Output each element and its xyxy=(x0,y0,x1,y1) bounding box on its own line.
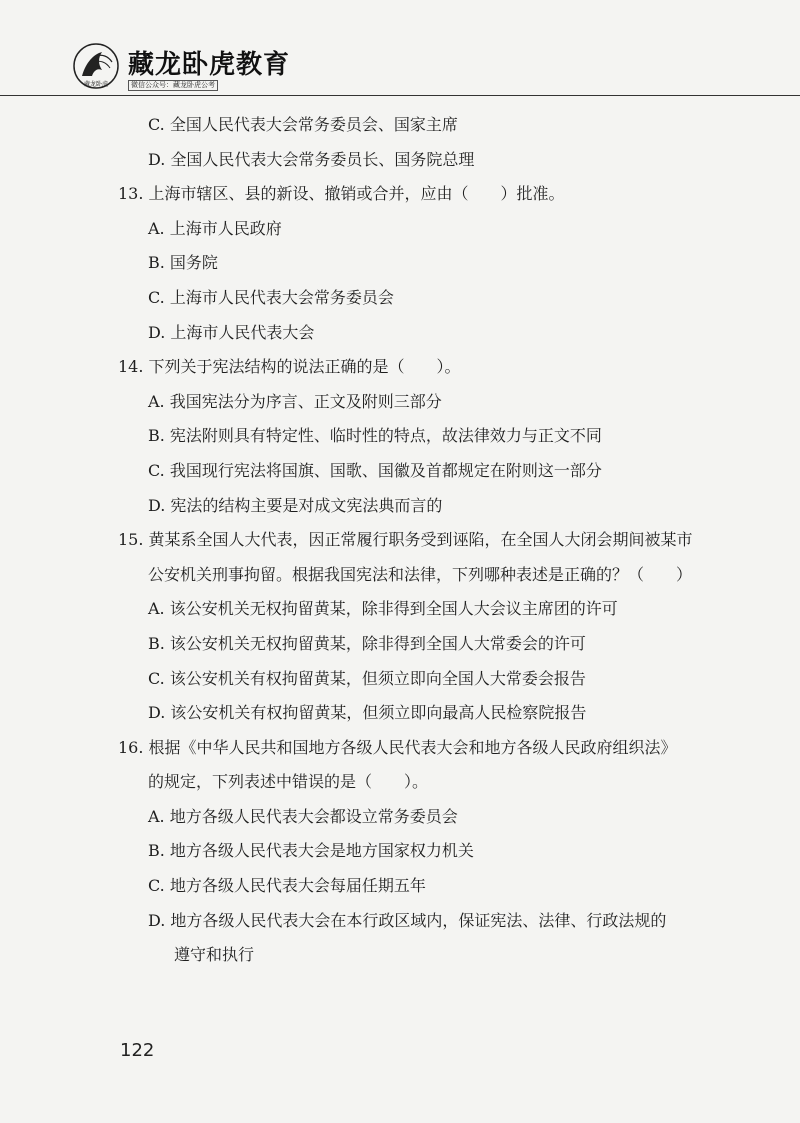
question-line: 公安机关刑事拘留。根据我国宪法和法律，下列哪种表述是正确的？（ ） xyxy=(148,564,693,584)
option-line: 遵守和执行 xyxy=(174,945,255,965)
option-line: C. 地方各级人民代表大会每届任期五年 xyxy=(148,876,426,896)
brand-title: 藏龙卧虎教育 xyxy=(128,50,291,80)
option-line: B. 该公安机关无权拘留黄某，除非得到全国人大常委会的许可 xyxy=(148,633,586,653)
option-line: A. 我国宪法分为序言、正文及附则三部分 xyxy=(148,391,442,411)
svg-text:藏龙卧虎: 藏龙卧虎 xyxy=(83,81,109,88)
page-header xyxy=(0,0,800,96)
question-content xyxy=(0,108,800,973)
question-line: 14. 下列关于宪法结构的说法正确的是（ ）。 xyxy=(118,357,461,377)
option-line: A. 该公安机关无权拘留黄某，除非得到全国人大会议主席团的许可 xyxy=(148,599,618,619)
option-line: B. 宪法附则具有特定性、临时性的特点，故法律效力与正文不同 xyxy=(148,426,602,446)
question-line: 的规定，下列表述中错误的是（ ）。 xyxy=(148,772,429,792)
option-line: A. 上海市人民政府 xyxy=(148,218,282,238)
header-divider xyxy=(0,95,800,96)
option-line: C. 该公安机关有权拘留黄某，但须立即向全国人大常委会报告 xyxy=(148,668,586,688)
option-line: A. 地方各级人民代表大会都设立常务委员会 xyxy=(148,806,458,826)
option-line: C. 全国人民代表大会常务委员会、国家主席 xyxy=(148,115,458,134)
option-line: C. 我国现行宪法将国旗、国歌、国徽及首都规定在附则这一部分 xyxy=(148,460,602,480)
option-line: D. 地方各级人民代表大会在本行政区域内，保证宪法、法律、行政法规的 xyxy=(148,910,667,930)
question-line: 16. 根据《中华人民共和国地方各级人民代表大会和地方各级人民政府组织法》 xyxy=(118,737,677,757)
page-number: 122 xyxy=(120,1040,155,1061)
question-line: 13. 上海市辖区、县的新设、撤销或合并，应由（ ）批准。 xyxy=(118,184,565,204)
question-line: 15. 黄某系全国人大代表，因正常履行职务受到诬陷，在全国人大闭会期间被某市 xyxy=(118,530,693,550)
option-line: B. 地方各级人民代表大会是地方国家权力机关 xyxy=(148,841,474,861)
option-line: D. 宪法的结构主要是对成文宪法典而言的 xyxy=(148,495,443,515)
brand-subtitle: 微信公众号：藏龙卧虎公考 xyxy=(128,80,218,91)
option-line: C. 上海市人民代表大会常务委员会 xyxy=(148,287,394,307)
option-line: D. 上海市人民代表大会 xyxy=(148,322,315,342)
option-line: D. 该公安机关有权拘留黄某，但须立即向最高人民检察院报告 xyxy=(148,703,587,723)
option-line: D. 全国人民代表大会常务委员长、国务院总理 xyxy=(148,149,475,169)
brand-logo xyxy=(72,42,120,90)
option-line: B. 国务院 xyxy=(148,253,218,273)
